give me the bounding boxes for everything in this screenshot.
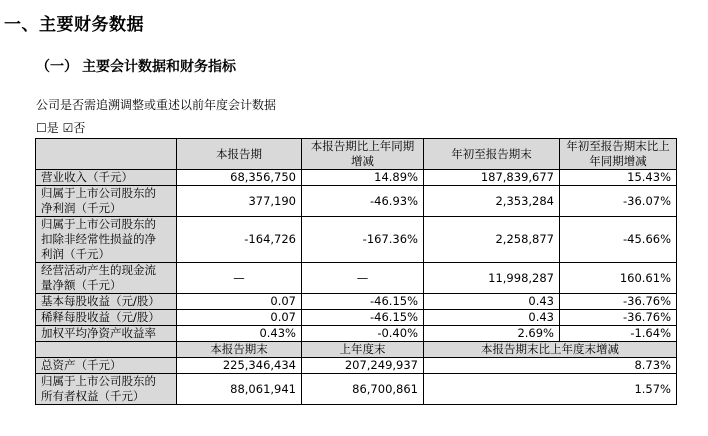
table-row bbox=[36, 170, 677, 186]
table-subheader-row bbox=[36, 342, 677, 358]
cell-value: 8.73% bbox=[424, 358, 677, 374]
row-label: 稀释每股收益（元/股） bbox=[36, 310, 177, 326]
header-cell bbox=[36, 342, 177, 358]
header-cell: 年初至报告期末 bbox=[424, 139, 560, 170]
cell-value: 14.89% bbox=[302, 170, 424, 186]
cell-value: 377,190 bbox=[177, 186, 302, 217]
header-cell: 本报告期 bbox=[177, 139, 302, 170]
section-heading: 一、主要财务数据 bbox=[4, 15, 144, 35]
restatement-question: 公司是否需追溯调整或重述以前年度会计数据 bbox=[36, 98, 277, 112]
table-row bbox=[36, 326, 677, 342]
yes-label: 是 bbox=[46, 121, 59, 135]
cell-value: -36.07% bbox=[560, 186, 677, 217]
restatement-options bbox=[36, 119, 85, 136]
cell-value: 68,356,750 bbox=[177, 170, 302, 186]
no-checkbox-checked: ☑ bbox=[62, 121, 74, 135]
header-cell: 本报告期比上年同期 增减 bbox=[302, 139, 424, 170]
cell-value: 0.43 bbox=[424, 294, 560, 310]
row-label: 基本每股收益（元/股） bbox=[36, 294, 177, 310]
cell-value: 2.69% bbox=[424, 326, 560, 342]
table-row bbox=[36, 294, 677, 310]
header-cell bbox=[36, 139, 177, 170]
header-cell: 本报告期末比上年度末增减 bbox=[424, 342, 677, 358]
row-label: 归属于上市公司股东的 净利润（千元） bbox=[36, 186, 177, 217]
cell-value: 0.43 bbox=[424, 310, 560, 326]
cell-value: 11,998,287 bbox=[424, 263, 560, 294]
cell-value: 2,258,877 bbox=[424, 217, 560, 263]
table-row bbox=[36, 217, 677, 263]
header-cell: 本报告期末 bbox=[177, 342, 302, 358]
cell-value: 207,249,937 bbox=[302, 358, 424, 374]
cell-value: -1.64% bbox=[560, 326, 677, 342]
subsection-number: （一） bbox=[36, 59, 78, 75]
row-label: 归属于上市公司股东的 扣除非经常性损益的净 利润（千元） bbox=[36, 217, 177, 263]
cell-value: -0.40% bbox=[302, 326, 424, 342]
cell-value: -36.76% bbox=[560, 310, 677, 326]
header-cell: 年初至报告期末比上 年同期增减 bbox=[560, 139, 677, 170]
cell-value: 187,839,677 bbox=[424, 170, 560, 186]
cell-value: 2,353,284 bbox=[424, 186, 560, 217]
cell-value: 160.61% bbox=[560, 263, 677, 294]
cell-value: 0.07 bbox=[177, 294, 302, 310]
table-row bbox=[36, 374, 677, 405]
subsection-title: 主要会计数据和财务指标 bbox=[82, 59, 236, 75]
cell-value: -46.15% bbox=[302, 310, 424, 326]
cell-value: 225,346,434 bbox=[177, 358, 302, 374]
table-row bbox=[36, 186, 677, 217]
row-label: 总资产（千元） bbox=[36, 358, 177, 374]
cell-value: 15.43% bbox=[560, 170, 677, 186]
cell-value: 88,061,941 bbox=[177, 374, 302, 405]
table-row bbox=[36, 358, 677, 374]
cell-value: -45.66% bbox=[560, 217, 677, 263]
cell-value: -167.36% bbox=[302, 217, 424, 263]
cell-value: -46.93% bbox=[302, 186, 424, 217]
cell-value: 0.43% bbox=[177, 326, 302, 342]
row-label: 加权平均净资产收益率 bbox=[36, 326, 177, 342]
cell-value: — bbox=[302, 263, 424, 294]
no-label: 否 bbox=[73, 121, 86, 135]
row-label: 经营活动产生的现金流 量净额（千元） bbox=[36, 263, 177, 294]
cell-value: -36.76% bbox=[560, 294, 677, 310]
table-header-row bbox=[36, 139, 677, 170]
financial-data-table bbox=[35, 138, 677, 405]
cell-value: 1.57% bbox=[424, 374, 677, 405]
subsection-heading bbox=[36, 56, 236, 76]
table-row bbox=[36, 263, 677, 294]
row-label: 归属于上市公司股东的 所有者权益（千元） bbox=[36, 374, 177, 405]
yes-checkbox: ☐ bbox=[36, 121, 47, 135]
header-cell: 上年度末 bbox=[302, 342, 424, 358]
cell-value: 86,700,861 bbox=[302, 374, 424, 405]
cell-value: -164,726 bbox=[177, 217, 302, 263]
cell-value: — bbox=[177, 263, 302, 294]
table-row bbox=[36, 310, 677, 326]
cell-value: -46.15% bbox=[302, 294, 424, 310]
row-label: 营业收入（千元） bbox=[36, 170, 177, 186]
cell-value: 0.07 bbox=[177, 310, 302, 326]
